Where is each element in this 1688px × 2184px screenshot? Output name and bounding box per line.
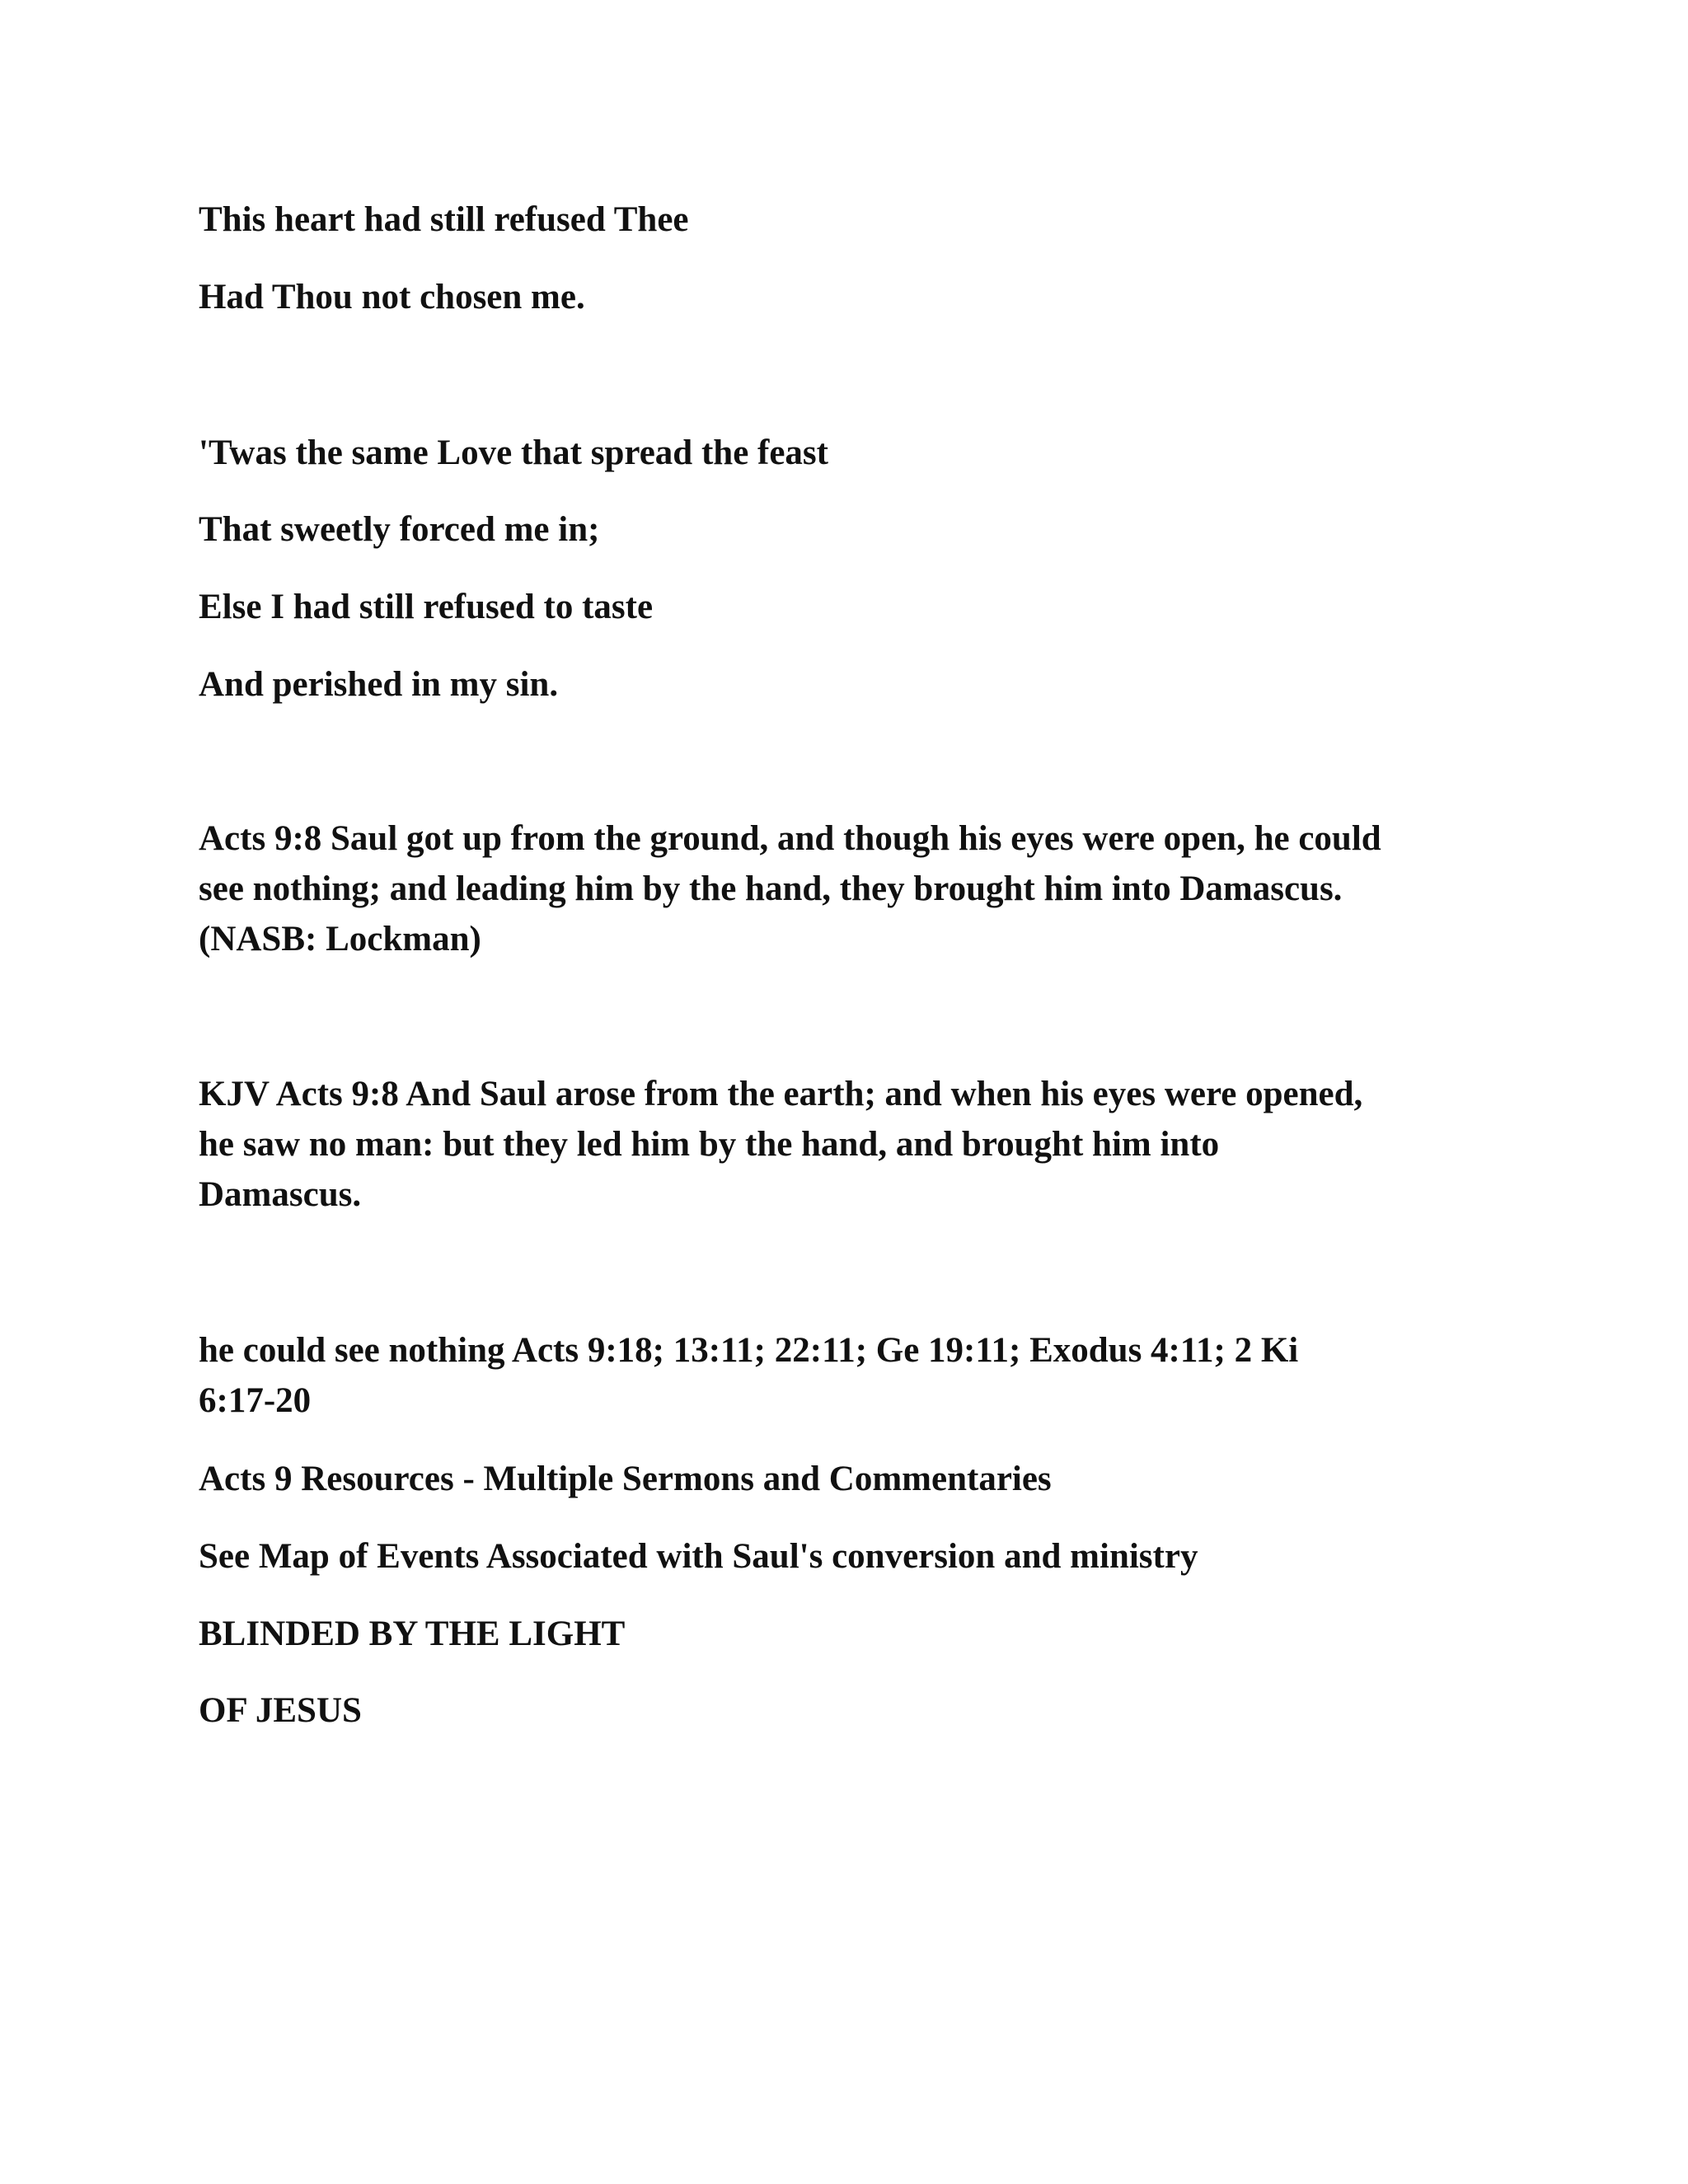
kjv-verse [199, 1069, 1517, 1220]
cross-references [199, 1325, 1517, 1426]
cross-references-row1: he could see nothing Acts 9:18; 13:11; 22:11; Ge 19:11; Exodus 4:11; 2 Ki [199, 1331, 1299, 1370]
kjv-verse-row3: Damascus. [199, 1175, 362, 1214]
stanza2-line4: And perished in my sin. [199, 665, 559, 704]
stanza1-line1: This heart had still refused Thee [199, 200, 689, 239]
nasb-verse [199, 813, 1517, 964]
cross-references-row2: 6:17-20 [199, 1381, 312, 1420]
resources-link[interactable]: Acts 9 Resources - Multiple Sermons and Commentaries [199, 1460, 1052, 1498]
nasb-verse-citation: (NASB: Lockman) [199, 920, 481, 958]
section-heading-line1: BLINDED BY THE LIGHT [199, 1615, 626, 1653]
kjv-verse-row1: KJV Acts 9:8 And Saul arose from the earth; and when his eyes were opened, [199, 1075, 1363, 1113]
stanza1-line2: Had Thou not chosen me. [199, 278, 585, 316]
section-heading-line2: OF JESUS [199, 1691, 362, 1730]
stanza2-line3: Else I had still refused to taste [199, 588, 654, 626]
kjv-verse-row2: he saw no man: but they led him by the hand, and brought him into [199, 1125, 1220, 1164]
map-link[interactable]: See Map of Events Associated with Saul's conversion and ministry [199, 1537, 1198, 1576]
stanza2-line1: 'Twas the same Love that spread the feast [199, 434, 828, 472]
stanza2-line2: That sweetly forced me in; [199, 510, 600, 549]
nasb-verse-row2: see nothing; and leading him by the hand, they brought him into Damascus. [199, 869, 1343, 908]
nasb-verse-row1: Acts 9:8 Saul got up from the ground, and though his eyes were open, he could [199, 819, 1381, 858]
